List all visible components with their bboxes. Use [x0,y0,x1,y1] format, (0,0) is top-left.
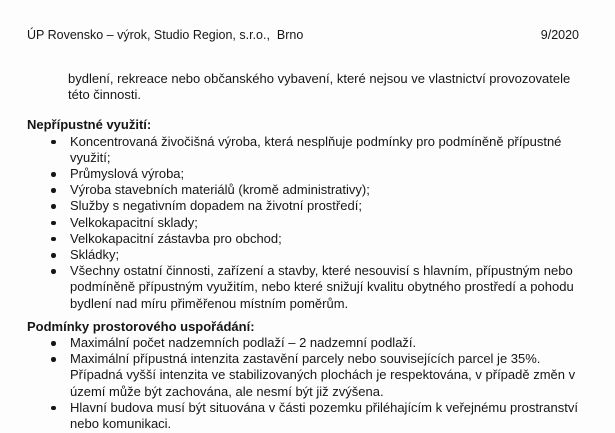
section-heading-podminky-prostoroveho-usporadani: Podmínky prostorového uspořádání: [27,318,255,334]
list-item: Skládky; [27,247,580,263]
list-item: Maximální počet nadzemních podlaží – 2 nadzemní podlaží. [27,335,580,351]
page-content [27,71,580,433]
list-item: Maximální přípustná intenzita zastavění parcely nebo souvisejících parcel je 35%. Případná vyšší intenzita ve stabilizovaných plochách je respektována, v případě změn v území může být zachována, ale nesmí být již zvýšena. [27,351,580,400]
list-item: Výroba stavebních materiálů (kromě administrativy); [27,182,580,198]
list-item: Velkokapacitní sklady; [27,215,580,231]
section-heading-nepripustne-vyuziti: Nepřípustné využití: [27,117,152,133]
bullet-list-podminky-prostoroveho-usporadani [27,335,580,432]
list-item: Služby s negativním dopadem na životní prostředí; [27,198,580,214]
list-item: Velkokapacitní zástavba pro obchod; [27,231,580,247]
list-item: Hlavní budova musí být situována v části pozemku přiléhajícím k veřejnému prostranství nebo komunikaci. [27,400,580,432]
page-header [27,27,579,43]
list-item: Koncentrovaná živočišná výroba, která nesplňuje podmínky pro podmíněně přípustné využití; [27,134,580,166]
list-item: Všechny ostatní činnosti, zařízení a stavby, které nesouvisí s hlavním, přípustným nebo podmíněně přípustným využitím, nebo které snižují kvalitu obytného prostředí a pohodu bydlení nad míru přiměřenou místním poměrům. [27,263,580,312]
intro-paragraph: bydlení, rekreace nebo občanského vybavení, které nejsou ve vlastnictví provozovatele této činnosti. [68,71,571,103]
list-item: Průmyslová výroba; [27,166,580,182]
bullet-list-nepripustne-vyuziti [27,134,580,312]
header-page-number: 9/2020 [540,28,579,42]
header-document-title: ÚP Rovensko – výrok, Studio Region, s.r.o., Brno [27,28,304,42]
